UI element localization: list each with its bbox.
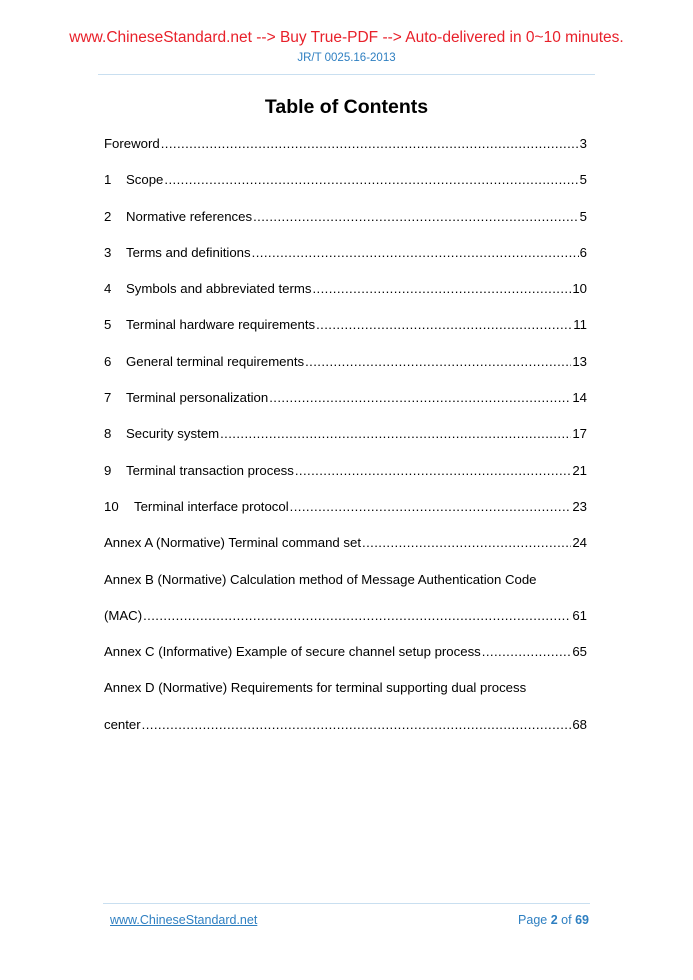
page-current: 2 bbox=[550, 913, 558, 927]
toc-label: Annex C (Informative) Example of secure channel setup process bbox=[104, 644, 481, 660]
dot-leader bbox=[362, 535, 571, 551]
page-title: Table of Contents bbox=[264, 96, 429, 118]
dot-leader bbox=[290, 499, 572, 515]
toc-label: Terminal interface protocol bbox=[134, 498, 289, 514]
toc-label: (MAC) bbox=[104, 607, 143, 623]
toc-page: 21 bbox=[572, 462, 587, 478]
toc-entry[interactable] bbox=[104, 281, 587, 317]
toc-entry[interactable] bbox=[104, 463, 587, 499]
toc-page: 24 bbox=[572, 535, 587, 551]
toc-entry[interactable] bbox=[104, 317, 587, 353]
dot-leader bbox=[269, 390, 571, 406]
page-indicator bbox=[518, 913, 589, 927]
toc-page: 13 bbox=[572, 353, 587, 369]
toc-page: 65 bbox=[572, 644, 587, 660]
toc-page: 10 bbox=[572, 281, 587, 297]
toc-label: Terms and definitions bbox=[126, 244, 251, 260]
toc-number: 9 bbox=[104, 462, 112, 478]
toc-label: center bbox=[104, 716, 141, 732]
standard-number: JR/T 0025.16-2013 bbox=[297, 52, 396, 64]
toc-page: 5 bbox=[579, 172, 587, 188]
toc-number: 4 bbox=[104, 281, 112, 297]
toc-label: Normative references bbox=[126, 208, 253, 224]
toc-page: 14 bbox=[572, 390, 587, 406]
toc-number: 3 bbox=[104, 244, 112, 260]
toc-label: Annex A (Normative) Terminal command set bbox=[104, 535, 362, 551]
toc-label: Symbols and abbreviated terms bbox=[126, 281, 312, 297]
toc-page: 23 bbox=[572, 498, 587, 514]
toc-number: 5 bbox=[104, 317, 112, 333]
toc-number: 1 bbox=[104, 172, 112, 188]
table-of-contents bbox=[104, 136, 587, 753]
dot-leader bbox=[295, 463, 571, 479]
toc-number: 8 bbox=[104, 426, 112, 442]
dot-leader bbox=[142, 717, 572, 733]
toc-number: 6 bbox=[104, 353, 112, 369]
dot-leader bbox=[252, 245, 579, 261]
toc-entry[interactable] bbox=[104, 209, 587, 245]
dot-leader bbox=[482, 644, 572, 660]
toc-entry[interactable] bbox=[104, 572, 587, 608]
dot-leader bbox=[312, 281, 571, 297]
dot-leader bbox=[220, 426, 571, 442]
dot-leader bbox=[164, 172, 578, 188]
toc-page: 17 bbox=[572, 426, 587, 442]
toc-label: Annex D (Normative) Requirements for terminal supporting dual process bbox=[104, 680, 527, 696]
toc-entry[interactable] bbox=[104, 535, 587, 571]
toc-number: 7 bbox=[104, 390, 112, 406]
dot-leader bbox=[316, 317, 572, 333]
toc-label: Scope bbox=[126, 172, 164, 188]
page-total: 69 bbox=[575, 913, 589, 927]
page-prefix: Page bbox=[518, 913, 548, 927]
toc-label: Foreword bbox=[104, 136, 160, 151]
toc-page: 61 bbox=[572, 607, 587, 623]
toc-number: 10 bbox=[104, 498, 119, 514]
toc-page: 5 bbox=[579, 208, 587, 224]
toc-number: 2 bbox=[104, 208, 112, 224]
toc-entry[interactable] bbox=[104, 136, 587, 172]
toc-entry[interactable] bbox=[104, 426, 587, 462]
footer-link[interactable]: www.ChineseStandard.net bbox=[110, 913, 258, 927]
toc-page: 3 bbox=[579, 136, 587, 151]
toc-label: General terminal requirements bbox=[126, 353, 305, 369]
toc-entry[interactable] bbox=[104, 172, 587, 208]
promo-banner[interactable]: www.ChineseStandard.net --> Buy True-PDF --> Auto-delivered in 0~10 minutes. bbox=[69, 29, 624, 46]
toc-entry[interactable] bbox=[104, 717, 587, 753]
toc-page: 68 bbox=[572, 716, 587, 732]
footer-divider bbox=[103, 903, 590, 904]
toc-entry[interactable] bbox=[104, 680, 587, 716]
dot-leader bbox=[161, 136, 579, 152]
toc-label: Annex B (Normative) Calculation method of Message Authentication Code bbox=[104, 571, 537, 587]
toc-label: Security system bbox=[126, 426, 220, 442]
header-divider bbox=[98, 74, 595, 75]
toc-label: Terminal personalization bbox=[126, 390, 269, 406]
dot-leader bbox=[253, 209, 579, 225]
toc-entry[interactable] bbox=[104, 245, 587, 281]
toc-label: Terminal transaction process bbox=[126, 462, 294, 478]
toc-entry[interactable] bbox=[104, 644, 587, 680]
toc-entry[interactable] bbox=[104, 390, 587, 426]
toc-entry[interactable] bbox=[104, 499, 587, 535]
toc-label: Terminal hardware requirements bbox=[126, 317, 316, 333]
dot-leader bbox=[143, 608, 571, 624]
toc-entry[interactable] bbox=[104, 354, 587, 390]
toc-page: 6 bbox=[579, 244, 587, 260]
toc-page: 11 bbox=[573, 317, 587, 333]
page-of: of bbox=[561, 913, 572, 927]
dot-leader bbox=[305, 354, 571, 370]
toc-entry[interactable] bbox=[104, 608, 587, 644]
